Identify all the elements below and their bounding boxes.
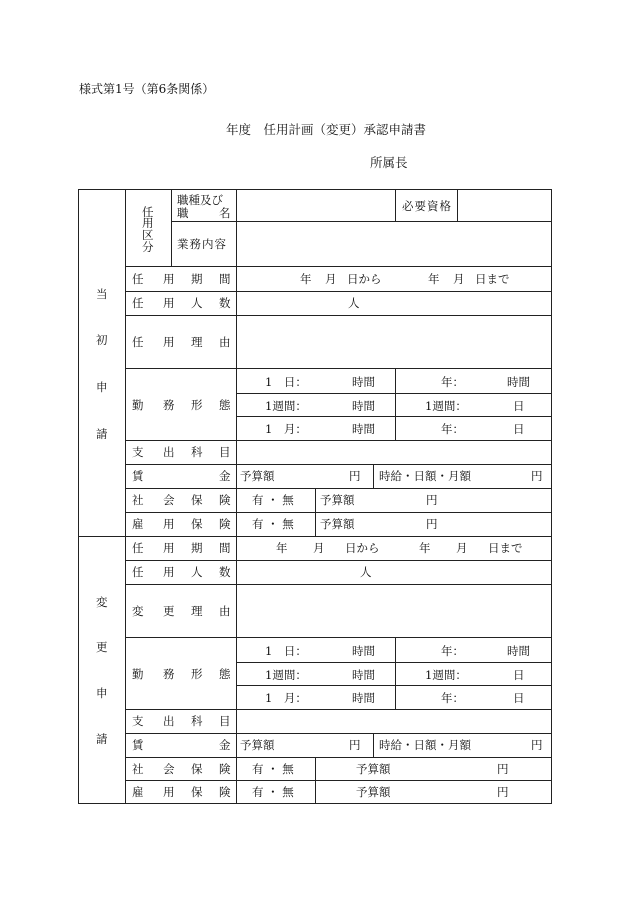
- yen-unit: 円: [426, 517, 438, 531]
- row-line: [125, 512, 551, 513]
- row-line: [125, 315, 551, 316]
- label-char: 金: [219, 738, 231, 752]
- kubun-char: 分: [142, 240, 154, 254]
- period-until: 日まで: [488, 541, 523, 555]
- yes-no: 有 ・ 無: [252, 493, 294, 507]
- yes-no: 有 ・ 無: [252, 762, 294, 776]
- shokushu-char: 名: [219, 206, 231, 220]
- period-year: 年: [276, 541, 288, 555]
- period-month: 月: [456, 541, 468, 555]
- label-char: 社: [132, 493, 144, 507]
- people-unit: 人: [348, 296, 360, 310]
- label-char: 雇: [132, 517, 144, 531]
- day-unit: 日: [513, 399, 525, 413]
- label-char: 理: [191, 604, 203, 618]
- label-char: 雇: [132, 785, 144, 799]
- hours-unit: 時間: [507, 644, 530, 658]
- col-line: [236, 189, 237, 803]
- row-line: [125, 464, 551, 465]
- shokushu-char: 職: [177, 206, 189, 220]
- yen-unit: 円: [531, 738, 543, 752]
- shokushu-label: 職種及び: [177, 193, 223, 207]
- budget-label: 予算額: [320, 517, 355, 531]
- label-char: 勤: [132, 398, 144, 412]
- row-line: [125, 266, 551, 267]
- row-line: [78, 536, 551, 537]
- yen-unit: 円: [497, 762, 509, 776]
- label-char: 間: [219, 541, 231, 555]
- label-char: 数: [219, 296, 231, 310]
- label-char: 険: [219, 785, 231, 799]
- label-char: 険: [219, 517, 231, 531]
- section-initial-char: 請: [96, 427, 108, 441]
- wage-type: 時給・日額・月額: [379, 469, 471, 483]
- kubun-char: 区: [142, 228, 154, 242]
- section-change-char: 更: [96, 640, 108, 654]
- row-line: [125, 291, 551, 292]
- label-char: 賃: [132, 738, 144, 752]
- yen-unit: 円: [497, 785, 509, 799]
- label-char: 人: [191, 296, 203, 310]
- budget-label: 予算額: [356, 785, 391, 799]
- kubun-char: 任: [142, 205, 154, 219]
- label-char: 人: [191, 565, 203, 579]
- row-line: [125, 488, 551, 489]
- label-char: 険: [219, 493, 231, 507]
- label-char: 用: [163, 541, 175, 555]
- week-label: 1週間：: [425, 399, 467, 413]
- label-char: 用: [163, 517, 175, 531]
- row-line: [125, 780, 551, 781]
- section-initial-char: 初: [96, 333, 108, 347]
- row-line: [125, 709, 551, 710]
- label-char: 用: [163, 565, 175, 579]
- work-week-label: 1週間：: [265, 399, 307, 413]
- label-char: 期: [191, 541, 203, 555]
- work-day-label: 1 日：: [265, 644, 307, 658]
- label-char: 用: [163, 785, 175, 799]
- label-char: 社: [132, 762, 144, 776]
- yen-unit: 円: [531, 469, 543, 483]
- label-char: 理: [191, 335, 203, 349]
- row-line: [125, 440, 551, 441]
- row-line: [125, 757, 551, 758]
- budget-label: 予算額: [240, 738, 275, 752]
- section-change-char: 請: [96, 732, 108, 746]
- period-from: 日から: [345, 541, 380, 555]
- period-month: 月: [325, 272, 337, 286]
- addressee: 所属長: [370, 155, 408, 170]
- col-line: [373, 733, 374, 757]
- label-char: 務: [163, 667, 175, 681]
- period-year: 年: [428, 272, 440, 286]
- label-char: 任: [132, 296, 144, 310]
- budget-label: 予算額: [320, 493, 355, 507]
- period-year: 年: [300, 272, 312, 286]
- year-label: 年：: [441, 644, 464, 658]
- label-char: 務: [163, 398, 175, 412]
- day-unit: 日: [513, 422, 525, 436]
- section-initial-char: 当: [96, 287, 108, 301]
- yen-unit: 円: [349, 469, 361, 483]
- col-line: [395, 189, 396, 221]
- label-char: 会: [163, 762, 175, 776]
- form-number: 様式第1号（第6条関係）: [79, 82, 215, 96]
- label-char: 金: [219, 469, 231, 483]
- section-change-char: 申: [96, 686, 108, 700]
- period-year: 年: [419, 541, 431, 555]
- label-char: 用: [163, 335, 175, 349]
- hours-unit: 時間: [352, 422, 375, 436]
- col-line: [395, 368, 396, 440]
- hours-unit: 時間: [352, 644, 375, 658]
- day-unit: 日: [513, 691, 525, 705]
- yes-no: 有 ・ 無: [252, 785, 294, 799]
- hours-unit: 時間: [352, 691, 375, 705]
- gyomu-naiyou-label: 業務内容: [177, 237, 227, 251]
- period-month: 月: [313, 541, 325, 555]
- hours-unit: 時間: [352, 399, 375, 413]
- period-month: 月: [453, 272, 465, 286]
- row-line: [236, 393, 551, 394]
- label-char: 支: [132, 714, 144, 728]
- row-line: [236, 416, 551, 417]
- label-char: 形: [191, 398, 203, 412]
- hours-unit: 時間: [352, 668, 375, 682]
- hours-unit: 時間: [352, 375, 375, 389]
- label-char: 科: [191, 445, 203, 459]
- label-char: 態: [219, 398, 231, 412]
- label-char: 保: [191, 493, 203, 507]
- period-from: 日から: [347, 272, 382, 286]
- wage-type: 時給・日額・月額: [379, 738, 471, 752]
- label-char: 用: [163, 272, 175, 286]
- year-label: 年：: [441, 691, 464, 705]
- label-char: 任: [132, 335, 144, 349]
- budget-label: 予算額: [356, 762, 391, 776]
- label-char: 保: [191, 762, 203, 776]
- section-initial-char: 申: [96, 380, 108, 394]
- row-line: [236, 662, 551, 663]
- col-line: [457, 189, 458, 221]
- row-line: [125, 368, 551, 369]
- week-label: 1週間：: [425, 668, 467, 682]
- label-char: 形: [191, 667, 203, 681]
- col-line: [395, 637, 396, 709]
- work-month-label: 1 月：: [265, 422, 307, 436]
- hitsuyou-shikaku-label: 必要資格: [402, 199, 452, 213]
- label-char: 出: [163, 445, 175, 459]
- row-line: [125, 637, 551, 638]
- label-char: 期: [191, 272, 203, 286]
- row-line: [125, 584, 551, 585]
- label-char: 科: [191, 714, 203, 728]
- day-unit: 日: [513, 668, 525, 682]
- yen-unit: 円: [349, 738, 361, 752]
- work-day-label: 1 日：: [265, 375, 307, 389]
- col-line: [373, 464, 374, 488]
- work-month-label: 1 月：: [265, 691, 307, 705]
- people-unit: 人: [360, 565, 372, 579]
- col-line: [171, 189, 172, 266]
- yen-unit: 円: [426, 493, 438, 507]
- label-char: 由: [219, 335, 231, 349]
- label-char: 支: [132, 445, 144, 459]
- label-char: 数: [219, 565, 231, 579]
- label-char: 目: [219, 445, 231, 459]
- yes-no: 有 ・ 無: [252, 517, 294, 531]
- period-until: 日まで: [475, 272, 510, 286]
- col-line: [125, 189, 126, 803]
- row-line: [236, 685, 551, 686]
- row-line: [125, 733, 551, 734]
- label-char: 勤: [132, 667, 144, 681]
- label-char: 出: [163, 714, 175, 728]
- label-char: 態: [219, 667, 231, 681]
- label-char: 会: [163, 493, 175, 507]
- label-char: 用: [163, 296, 175, 310]
- label-char: 保: [191, 785, 203, 799]
- work-week-label: 1週間：: [265, 668, 307, 682]
- hours-unit: 時間: [507, 375, 530, 389]
- document-title: 年度 任用計画（変更）承認申請書: [226, 122, 427, 137]
- label-char: 任: [132, 541, 144, 555]
- row-line: [125, 560, 551, 561]
- label-char: 賃: [132, 469, 144, 483]
- year-label: 年：: [441, 375, 464, 389]
- section-change-char: 変: [96, 595, 108, 609]
- label-char: 目: [219, 714, 231, 728]
- label-char: 険: [219, 762, 231, 776]
- label-char: 任: [132, 565, 144, 579]
- label-char: 保: [191, 517, 203, 531]
- label-char: 更: [163, 604, 175, 618]
- kubun-char: 用: [142, 216, 154, 230]
- label-char: 間: [219, 272, 231, 286]
- budget-label: 予算額: [240, 469, 275, 483]
- row-line: [171, 221, 551, 222]
- label-char: 任: [132, 272, 144, 286]
- label-char: 変: [132, 604, 144, 618]
- label-char: 由: [219, 604, 231, 618]
- year-label: 年：: [441, 422, 464, 436]
